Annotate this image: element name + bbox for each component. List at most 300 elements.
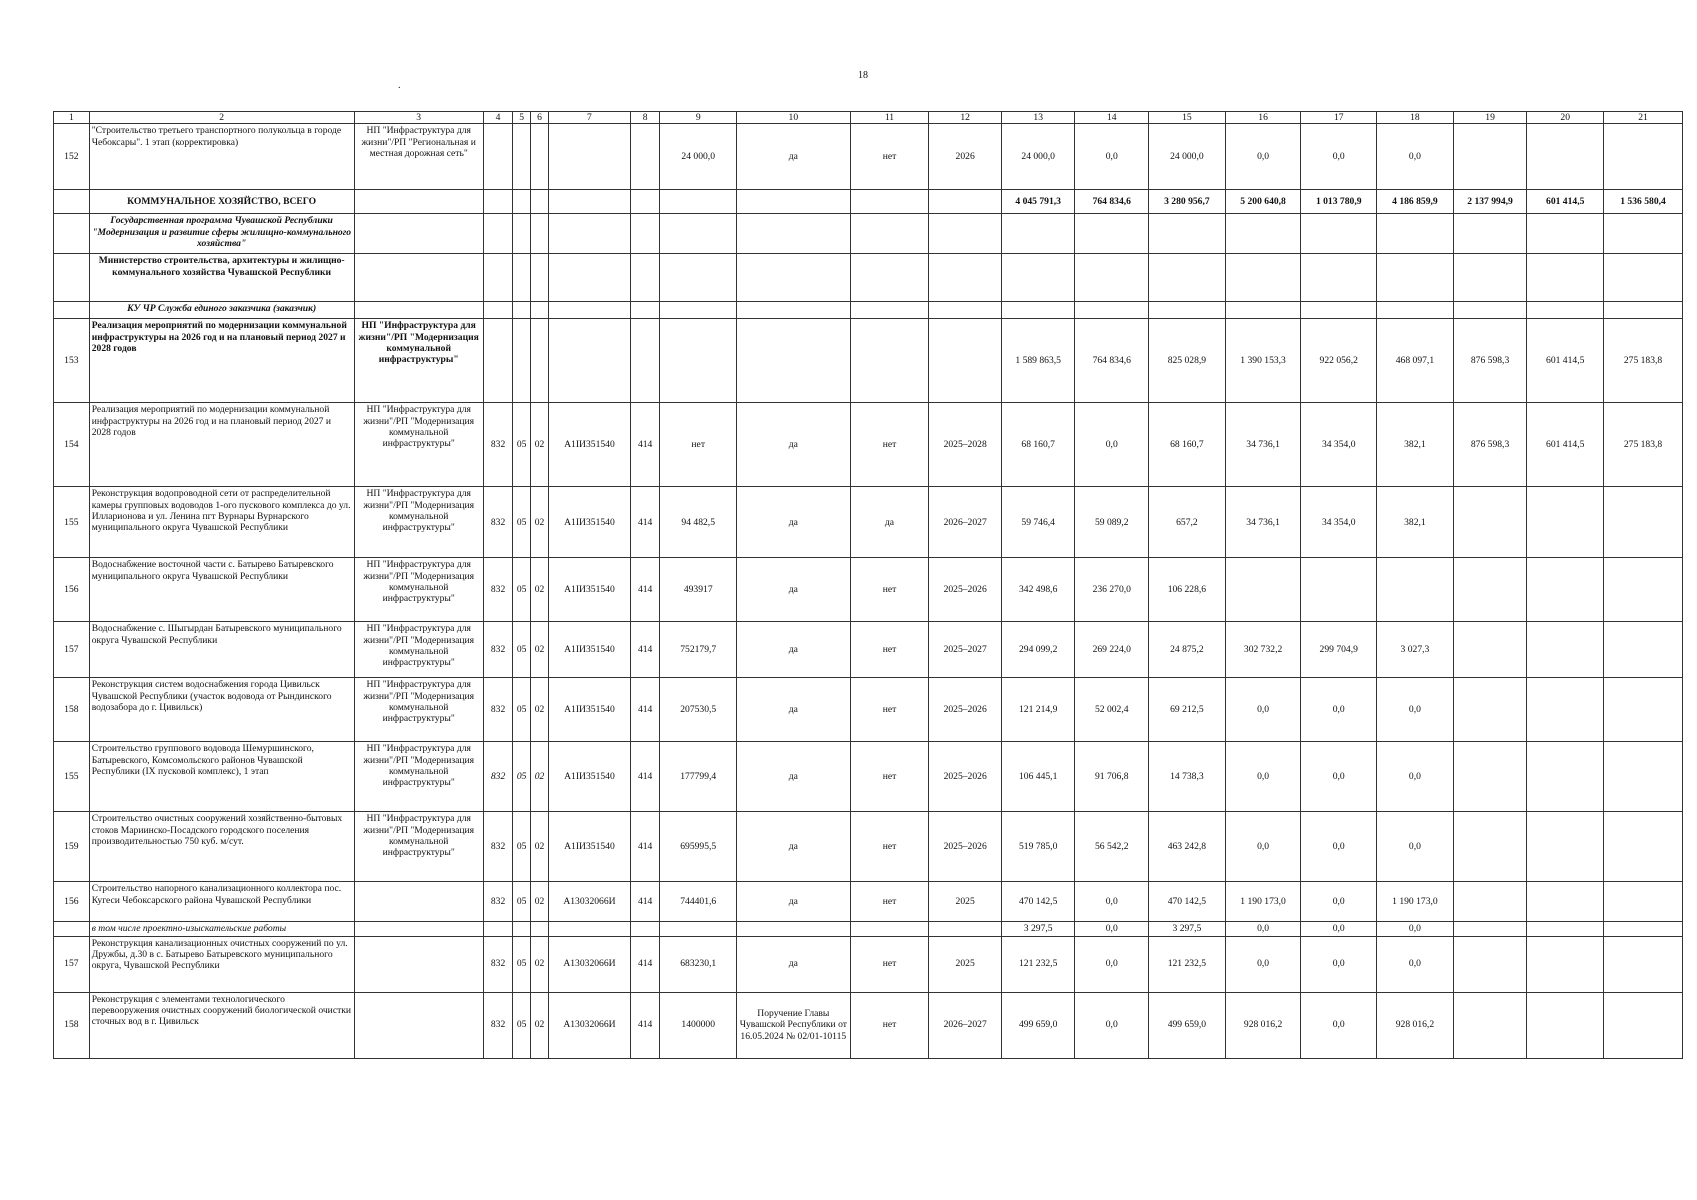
- cell-col-6: 02: [531, 678, 549, 742]
- cell-col-4: [483, 922, 512, 936]
- cell-col-11: нет: [850, 882, 929, 922]
- cell-col-13: 470 142,5: [1001, 882, 1075, 922]
- cell-col-20: [1527, 487, 1604, 558]
- cell-col-20: 601 414,5: [1527, 190, 1604, 214]
- project-reference: НП "Инфраструктура для жизни"/РП "Модернизация коммунальной инфраструктуры": [354, 487, 483, 558]
- cell-col-6: 02: [531, 812, 549, 882]
- object-name: Строительство напорного канализационного коллектора пос. Кугеси Чебоксарского района Чувашской Республики: [89, 882, 354, 922]
- cell-col-4: 832: [483, 487, 512, 558]
- cell-col-15: 106 228,6: [1149, 558, 1226, 622]
- cell-col-20: [1527, 742, 1604, 812]
- cell-col-13: 24 000,0: [1001, 124, 1075, 190]
- cell-col-16: [1225, 558, 1301, 622]
- object-name: "Строительство третьего транспортного полукольца в городе Чебоксары". 1 этап (корректировка): [89, 124, 354, 190]
- cell-col-7: [548, 190, 630, 214]
- cell-col-17: 0,0: [1301, 936, 1377, 992]
- cell-col-10: да: [737, 487, 851, 558]
- cell-col-13: 294 099,2: [1001, 622, 1075, 678]
- cell-col-4: 832: [483, 622, 512, 678]
- cell-col-18: 4 186 859,9: [1377, 190, 1454, 214]
- cell-col-6: [531, 302, 549, 319]
- cell-col-6: [531, 214, 549, 254]
- cell-col-19: [1453, 254, 1527, 302]
- cell-col-8: 414: [630, 936, 659, 992]
- cell-col-10: да: [737, 882, 851, 922]
- cell-col-7: А1ІИ351540: [548, 558, 630, 622]
- table-row: [54, 190, 1683, 214]
- page-dot: .: [398, 80, 401, 91]
- cell-col-4: 832: [483, 678, 512, 742]
- cell-col-20: [1527, 922, 1604, 936]
- cell-col-19: [1453, 214, 1527, 254]
- cell-col-21: [1604, 812, 1683, 882]
- project-reference: НП "Инфраструктура для жизни"/РП "Модернизация коммунальной инфраструктуры": [354, 812, 483, 882]
- project-reference: [354, 190, 483, 214]
- cell-col-10: [737, 254, 851, 302]
- cell-col-10: да: [737, 678, 851, 742]
- cell-col-15: 3 280 956,7: [1149, 190, 1226, 214]
- row-number: [54, 922, 90, 936]
- cell-col-11: нет: [850, 992, 929, 1058]
- cell-col-11: нет: [850, 936, 929, 992]
- object-name: Государственная программа Чувашской Республики "Модернизация и развитие сферы жилищно-коммунального хозяйства": [89, 214, 354, 254]
- cell-col-18: 928 016,2: [1377, 992, 1454, 1058]
- cell-col-14: 0,0: [1075, 882, 1149, 922]
- cell-col-8: [630, 190, 659, 214]
- cell-col-21: [1604, 487, 1683, 558]
- cell-col-6: 02: [531, 882, 549, 922]
- cell-col-13: [1001, 214, 1075, 254]
- cell-col-5: [513, 190, 531, 214]
- row-number: [54, 302, 90, 319]
- cell-col-9: 177799,4: [660, 742, 737, 812]
- cell-col-9: [660, 922, 737, 936]
- cell-col-11: нет: [850, 622, 929, 678]
- object-name: Водоснабжение с. Шыгырдан Батыревского муниципального округа Чувашской Республики: [89, 622, 354, 678]
- project-reference: [354, 936, 483, 992]
- cell-col-14: 91 706,8: [1075, 742, 1149, 812]
- project-reference: НП "Инфраструктура для жизни"/РП "Модернизация коммунальной инфраструктуры": [354, 742, 483, 812]
- cell-col-16: 0,0: [1225, 124, 1301, 190]
- cell-col-20: [1527, 558, 1604, 622]
- project-reference: НП "Инфраструктура для жизни"/РП "Модернизация коммунальной инфраструктуры": [354, 319, 483, 403]
- cell-col-11: [850, 214, 929, 254]
- object-name: Водоснабжение восточной части с. Батырево Батыревского муниципального округа Чувашской Республики: [89, 558, 354, 622]
- cell-col-17: 0,0: [1301, 992, 1377, 1058]
- cell-col-8: [630, 319, 659, 403]
- column-number-15: 15: [1149, 112, 1226, 124]
- cell-col-12: 2026: [929, 124, 1002, 190]
- page-number: 18: [858, 70, 868, 81]
- row-number: 156: [54, 882, 90, 922]
- cell-col-20: [1527, 936, 1604, 992]
- cell-col-20: [1527, 214, 1604, 254]
- object-name: Реконструкция канализационных очистных сооружений по ул. Дружбы, д.30 в с. Батырево Батыревского муниципального округа, Чувашской Республики: [89, 936, 354, 992]
- cell-col-12: 2025–2026: [929, 558, 1002, 622]
- cell-col-16: 0,0: [1225, 922, 1301, 936]
- cell-col-8: 414: [630, 622, 659, 678]
- cell-col-14: 0,0: [1075, 922, 1149, 936]
- cell-col-21: [1604, 254, 1683, 302]
- project-reference: [354, 922, 483, 936]
- cell-col-20: 601 414,5: [1527, 403, 1604, 487]
- cell-col-19: [1453, 936, 1527, 992]
- cell-col-7: А1ІИ351540: [548, 812, 630, 882]
- cell-col-17: 0,0: [1301, 678, 1377, 742]
- column-number-3: 3: [354, 112, 483, 124]
- cell-col-7: А13032066И: [548, 882, 630, 922]
- cell-col-8: [630, 302, 659, 319]
- cell-col-18: [1377, 214, 1454, 254]
- cell-col-4: 832: [483, 558, 512, 622]
- cell-col-21: [1604, 992, 1683, 1058]
- cell-col-15: 470 142,5: [1149, 882, 1226, 922]
- cell-col-12: 2025–2026: [929, 678, 1002, 742]
- cell-col-12: [929, 922, 1002, 936]
- cell-col-19: [1453, 882, 1527, 922]
- cell-col-18: 0,0: [1377, 936, 1454, 992]
- row-number: 153: [54, 319, 90, 403]
- cell-col-9: [660, 254, 737, 302]
- cell-col-15: 657,2: [1149, 487, 1226, 558]
- cell-col-10: да: [737, 403, 851, 487]
- row-number: 152: [54, 124, 90, 190]
- cell-col-20: [1527, 992, 1604, 1058]
- cell-col-18: 382,1: [1377, 403, 1454, 487]
- table-row: [54, 882, 1683, 922]
- cell-col-7: А1ІИ351540: [548, 403, 630, 487]
- cell-col-16: 5 200 640,8: [1225, 190, 1301, 214]
- cell-col-19: [1453, 487, 1527, 558]
- cell-col-4: 832: [483, 812, 512, 882]
- object-name: Реализация мероприятий по модернизации коммунальной инфраструктуры на 2026 год и на плановый период 2027 и 2028 годов: [89, 403, 354, 487]
- cell-col-12: [929, 214, 1002, 254]
- cell-col-9: 695995,5: [660, 812, 737, 882]
- table-row: [54, 403, 1683, 487]
- cell-col-13: 59 746,4: [1001, 487, 1075, 558]
- cell-col-14: 59 089,2: [1075, 487, 1149, 558]
- object-name: Строительство группового водовода Шемуршинского, Батыревского, Комсомольского районов Чувашской Республики (IX пусковой комплекс), 1 этап: [89, 742, 354, 812]
- cell-col-13: 121 232,5: [1001, 936, 1075, 992]
- cell-col-15: 68 160,7: [1149, 403, 1226, 487]
- cell-col-15: 463 242,8: [1149, 812, 1226, 882]
- cell-col-5: [513, 302, 531, 319]
- cell-col-6: 02: [531, 558, 549, 622]
- project-reference: НП "Инфраструктура для жизни"/РП "Региональная и местная дорожная сеть": [354, 124, 483, 190]
- cell-col-20: [1527, 882, 1604, 922]
- cell-col-7: [548, 319, 630, 403]
- cell-col-5: [513, 922, 531, 936]
- cell-col-9: [660, 319, 737, 403]
- project-reference: [354, 302, 483, 319]
- cell-col-16: 1 190 173,0: [1225, 882, 1301, 922]
- cell-col-21: 275 183,8: [1604, 403, 1683, 487]
- cell-col-15: 825 028,9: [1149, 319, 1226, 403]
- cell-col-6: [531, 319, 549, 403]
- cell-col-15: 24 875,2: [1149, 622, 1226, 678]
- cell-col-4: 832: [483, 992, 512, 1058]
- object-name: КУ ЧР Служба единого заказчика (заказчик): [89, 302, 354, 319]
- cell-col-21: 1 536 580,4: [1604, 190, 1683, 214]
- column-number-8: 8: [630, 112, 659, 124]
- cell-col-6: 02: [531, 487, 549, 558]
- cell-col-11: [850, 254, 929, 302]
- cell-col-7: [548, 124, 630, 190]
- column-number-4: 4: [483, 112, 512, 124]
- cell-col-11: [850, 190, 929, 214]
- cell-col-5: 05: [513, 812, 531, 882]
- project-reference: НП "Инфраструктура для жизни"/РП "Модернизация коммунальной инфраструктуры": [354, 403, 483, 487]
- cell-col-21: [1604, 124, 1683, 190]
- table-row: [54, 992, 1683, 1058]
- cell-col-5: 05: [513, 742, 531, 812]
- cell-col-5: [513, 124, 531, 190]
- cell-col-16: 0,0: [1225, 936, 1301, 992]
- table-row: [54, 742, 1683, 812]
- cell-col-16: 34 736,1: [1225, 403, 1301, 487]
- project-reference: НП "Инфраструктура для жизни"/РП "Модернизация коммунальной инфраструктуры": [354, 558, 483, 622]
- row-number: 158: [54, 992, 90, 1058]
- cell-col-13: [1001, 254, 1075, 302]
- cell-col-15: 121 232,5: [1149, 936, 1226, 992]
- cell-col-19: [1453, 742, 1527, 812]
- cell-col-18: 0,0: [1377, 742, 1454, 812]
- cell-col-14: [1075, 254, 1149, 302]
- cell-col-19: 876 598,3: [1453, 403, 1527, 487]
- cell-col-10: [737, 214, 851, 254]
- cell-col-17: 299 704,9: [1301, 622, 1377, 678]
- cell-col-6: 02: [531, 403, 549, 487]
- cell-col-8: [630, 124, 659, 190]
- cell-col-12: 2025: [929, 882, 1002, 922]
- cell-col-6: 02: [531, 742, 549, 812]
- cell-col-20: [1527, 254, 1604, 302]
- cell-col-15: [1149, 254, 1226, 302]
- cell-col-17: [1301, 254, 1377, 302]
- cell-col-9: 207530,5: [660, 678, 737, 742]
- cell-col-10: да: [737, 124, 851, 190]
- cell-col-15: 14 738,3: [1149, 742, 1226, 812]
- cell-col-21: 275 183,8: [1604, 319, 1683, 403]
- cell-col-18: 3 027,3: [1377, 622, 1454, 678]
- project-reference: НП "Инфраструктура для жизни"/РП "Модернизация коммунальной инфраструктуры": [354, 622, 483, 678]
- cell-col-4: 832: [483, 936, 512, 992]
- row-number: 158: [54, 678, 90, 742]
- cell-col-10: да: [737, 812, 851, 882]
- cell-col-5: 05: [513, 487, 531, 558]
- column-number-18: 18: [1377, 112, 1454, 124]
- cell-col-17: 0,0: [1301, 124, 1377, 190]
- cell-col-11: да: [850, 487, 929, 558]
- column-number-2: 2: [89, 112, 354, 124]
- cell-col-17: [1301, 302, 1377, 319]
- cell-col-9: 94 482,5: [660, 487, 737, 558]
- cell-col-16: 34 736,1: [1225, 487, 1301, 558]
- cell-col-15: 24 000,0: [1149, 124, 1226, 190]
- table-row: [54, 678, 1683, 742]
- cell-col-11: [850, 319, 929, 403]
- row-number: 154: [54, 403, 90, 487]
- cell-col-14: 764 834,6: [1075, 190, 1149, 214]
- cell-col-6: 02: [531, 992, 549, 1058]
- object-name: КОММУНАЛЬНОЕ ХОЗЯЙСТВО, ВСЕГО: [89, 190, 354, 214]
- table-row: [54, 214, 1683, 254]
- cell-col-5: 05: [513, 403, 531, 487]
- cell-col-14: 764 834,6: [1075, 319, 1149, 403]
- cell-col-19: [1453, 922, 1527, 936]
- cell-col-14: 52 002,4: [1075, 678, 1149, 742]
- cell-col-4: [483, 319, 512, 403]
- cell-col-14: 0,0: [1075, 124, 1149, 190]
- cell-col-12: [929, 190, 1002, 214]
- cell-col-7: [548, 302, 630, 319]
- cell-col-8: 414: [630, 678, 659, 742]
- row-number: 157: [54, 936, 90, 992]
- cell-col-9: 1400000: [660, 992, 737, 1058]
- column-number-6: 6: [531, 112, 549, 124]
- cell-col-17: 1 013 780,9: [1301, 190, 1377, 214]
- table-row: [54, 622, 1683, 678]
- cell-col-11: нет: [850, 558, 929, 622]
- cell-col-18: 0,0: [1377, 922, 1454, 936]
- cell-col-12: 2025–2026: [929, 812, 1002, 882]
- table-row: [54, 319, 1683, 403]
- cell-col-9: [660, 190, 737, 214]
- table-row: [54, 302, 1683, 319]
- project-reference: НП "Инфраструктура для жизни"/РП "Модернизация коммунальной инфраструктуры": [354, 678, 483, 742]
- cell-col-10: да: [737, 558, 851, 622]
- cell-col-12: 2025–2026: [929, 742, 1002, 812]
- cell-col-6: [531, 190, 549, 214]
- cell-col-17: 0,0: [1301, 742, 1377, 812]
- cell-col-15: [1149, 214, 1226, 254]
- cell-col-10: [737, 302, 851, 319]
- row-number: [54, 190, 90, 214]
- cell-col-20: 601 414,5: [1527, 319, 1604, 403]
- cell-col-18: 382,1: [1377, 487, 1454, 558]
- cell-col-12: 2025–2027: [929, 622, 1002, 678]
- cell-col-11: нет: [850, 812, 929, 882]
- row-number: 157: [54, 622, 90, 678]
- column-number-10: 10: [737, 112, 851, 124]
- cell-col-4: 832: [483, 403, 512, 487]
- cell-col-10: да: [737, 622, 851, 678]
- cell-col-10: да: [737, 936, 851, 992]
- cell-col-5: 05: [513, 936, 531, 992]
- cell-col-15: 69 212,5: [1149, 678, 1226, 742]
- cell-col-8: 414: [630, 403, 659, 487]
- cell-col-11: [850, 922, 929, 936]
- cell-col-5: [513, 254, 531, 302]
- cell-col-14: [1075, 302, 1149, 319]
- cell-col-8: 414: [630, 992, 659, 1058]
- cell-col-17: 0,0: [1301, 812, 1377, 882]
- row-number: [54, 254, 90, 302]
- cell-col-16: [1225, 302, 1301, 319]
- cell-col-18: 0,0: [1377, 678, 1454, 742]
- cell-col-14: 0,0: [1075, 403, 1149, 487]
- cell-col-13: 499 659,0: [1001, 992, 1075, 1058]
- object-name: Реконструкция водопроводной сети от распределительной камеры групповых водоводов 1-ого пускового комплекса до ул. Илларионова и ул. Ленина пгт Вурнары Вурнарского муниципального округа Чувашской Республики: [89, 487, 354, 558]
- cell-col-21: [1604, 922, 1683, 936]
- cell-col-18: [1377, 254, 1454, 302]
- cell-col-7: [548, 214, 630, 254]
- cell-col-19: [1453, 622, 1527, 678]
- cell-col-16: [1225, 254, 1301, 302]
- cell-col-19: [1453, 558, 1527, 622]
- cell-col-5: 05: [513, 992, 531, 1058]
- cell-col-14: 0,0: [1075, 992, 1149, 1058]
- cell-col-12: 2026–2027: [929, 487, 1002, 558]
- row-number: 155: [54, 487, 90, 558]
- column-number-17: 17: [1301, 112, 1377, 124]
- cell-col-12: [929, 302, 1002, 319]
- column-number-7: 7: [548, 112, 630, 124]
- cell-col-4: 832: [483, 882, 512, 922]
- cell-col-20: [1527, 678, 1604, 742]
- cell-col-12: [929, 319, 1002, 403]
- cell-col-8: 414: [630, 812, 659, 882]
- cell-col-9: [660, 302, 737, 319]
- cell-col-10: [737, 319, 851, 403]
- cell-col-21: [1604, 622, 1683, 678]
- cell-col-19: [1453, 812, 1527, 882]
- cell-col-11: нет: [850, 742, 929, 812]
- cell-col-12: 2026–2027: [929, 992, 1002, 1058]
- cell-col-9: 493917: [660, 558, 737, 622]
- cell-col-5: 05: [513, 678, 531, 742]
- cell-col-14: 0,0: [1075, 936, 1149, 992]
- cell-col-21: [1604, 742, 1683, 812]
- cell-col-12: [929, 254, 1002, 302]
- column-number-1: 1: [54, 112, 90, 124]
- cell-col-13: [1001, 302, 1075, 319]
- cell-col-7: А1ІИ351540: [548, 678, 630, 742]
- cell-col-9: 683230,1: [660, 936, 737, 992]
- cell-col-12: 2025–2028: [929, 403, 1002, 487]
- project-reference: [354, 214, 483, 254]
- cell-col-19: [1453, 992, 1527, 1058]
- cell-col-13: 68 160,7: [1001, 403, 1075, 487]
- cell-col-15: 3 297,5: [1149, 922, 1226, 936]
- cell-col-6: [531, 254, 549, 302]
- cell-col-18: 0,0: [1377, 124, 1454, 190]
- cell-col-4: [483, 302, 512, 319]
- cell-col-5: 05: [513, 882, 531, 922]
- cell-col-5: 05: [513, 622, 531, 678]
- cell-col-5: [513, 319, 531, 403]
- cell-col-9: 24 000,0: [660, 124, 737, 190]
- cell-col-13: 342 498,6: [1001, 558, 1075, 622]
- cell-col-13: 519 785,0: [1001, 812, 1075, 882]
- cell-col-12: 2025: [929, 936, 1002, 992]
- cell-col-8: 414: [630, 558, 659, 622]
- cell-col-21: [1604, 302, 1683, 319]
- cell-col-10: Поручение Главы Чувашской Республики от 16.05.2024 № 02/01-10115: [737, 992, 851, 1058]
- cell-col-9: 752179,7: [660, 622, 737, 678]
- cell-col-10: да: [737, 742, 851, 812]
- column-number-20: 20: [1527, 112, 1604, 124]
- project-reference: [354, 992, 483, 1058]
- cell-col-17: 34 354,0: [1301, 403, 1377, 487]
- cell-col-9: [660, 214, 737, 254]
- cell-col-6: 02: [531, 622, 549, 678]
- cell-col-11: нет: [850, 678, 929, 742]
- object-name: в том числе проектно-изыскательские работы: [89, 922, 354, 936]
- cell-col-8: 414: [630, 742, 659, 812]
- cell-col-8: [630, 214, 659, 254]
- cell-col-13: 106 445,1: [1001, 742, 1075, 812]
